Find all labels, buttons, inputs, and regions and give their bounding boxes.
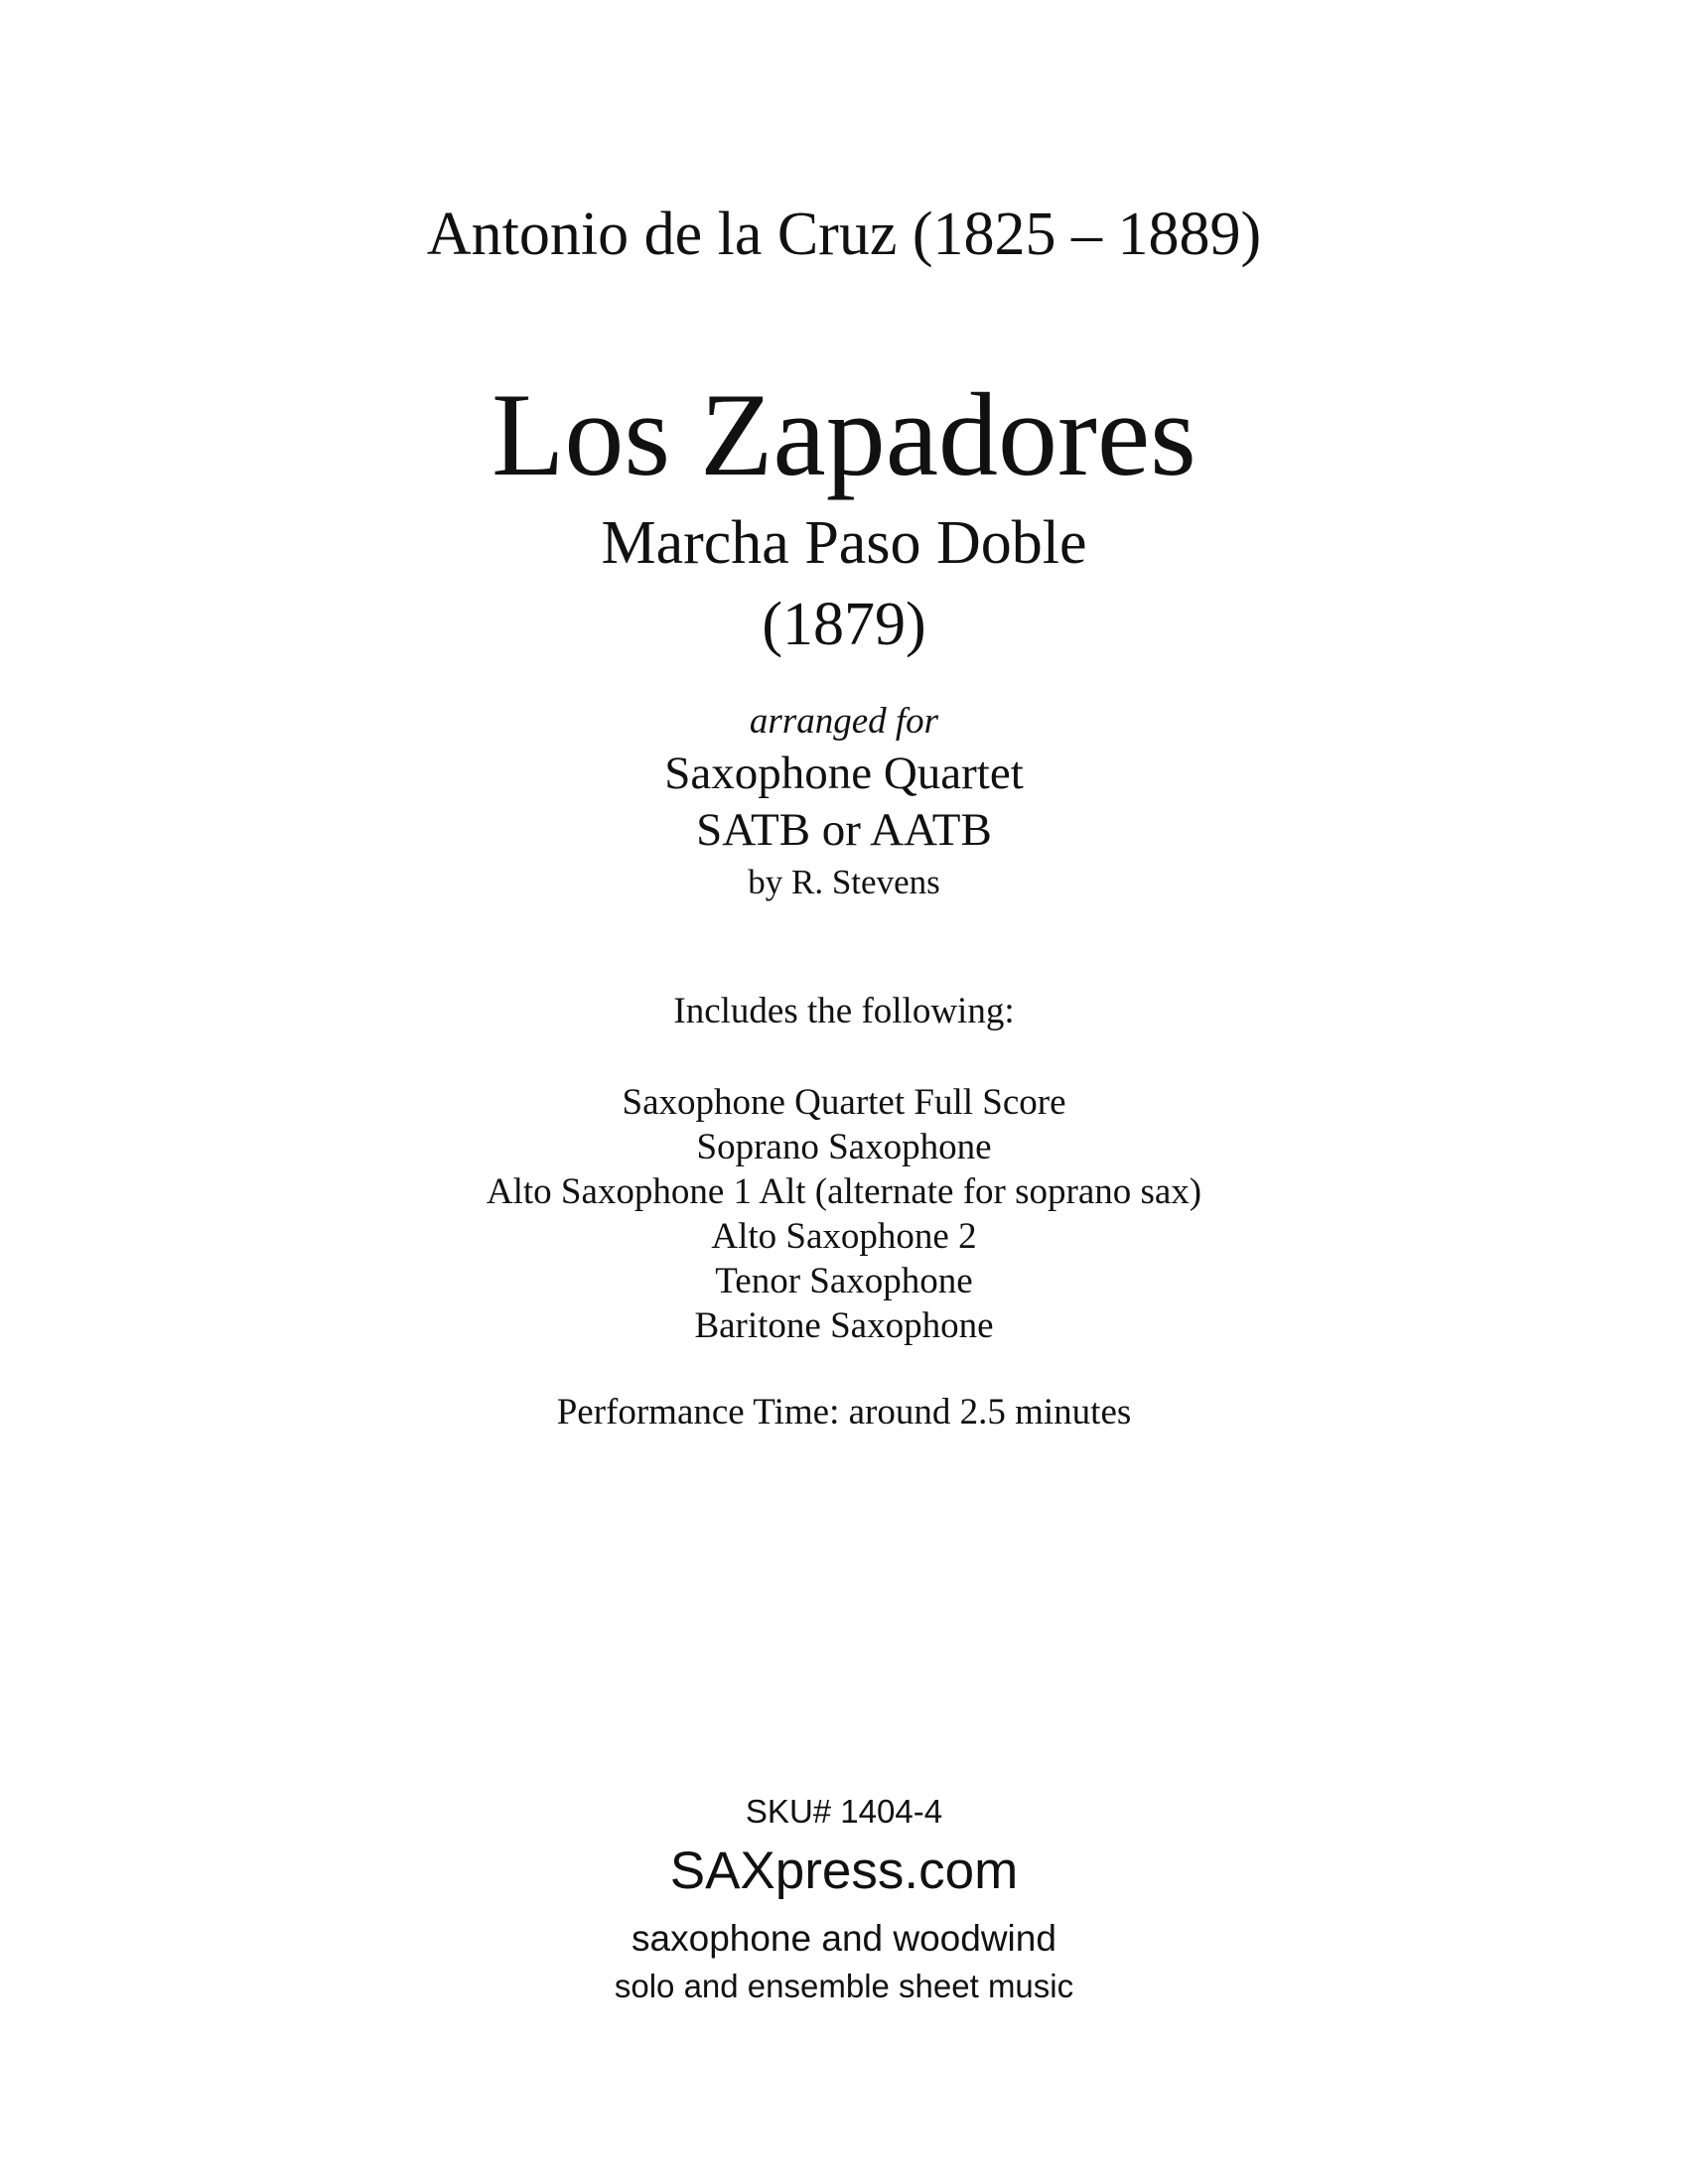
publisher-tagline-line1: saxophone and woodwind	[632, 1918, 1056, 1959]
composition-year: (1879)	[762, 591, 926, 658]
parts-list	[0, 1080, 1688, 1348]
part-item: Soprano Saxophone	[696, 1127, 992, 1167]
part-item: Tenor Saxophone	[715, 1261, 973, 1301]
arranger-credit: by R. Stevens	[748, 863, 940, 901]
part-item: Alto Saxophone 1 Alt (alternate for soprano sax)	[486, 1171, 1202, 1212]
ensemble-name: Saxophone Quartet	[664, 748, 1024, 799]
includes-heading: Includes the following:	[673, 991, 1015, 1031]
piece-title: Los Zapadores	[492, 368, 1196, 500]
composer-line: Antonio de la Cruz (1825 – 1889)	[426, 201, 1262, 268]
piece-subtitle: Marcha Paso Doble	[601, 509, 1087, 577]
publisher-name: SAXpress.com	[669, 1842, 1019, 1900]
voicing: SATB or AATB	[696, 804, 992, 856]
part-item: Baritone Saxophone	[694, 1305, 994, 1346]
performance-time: Performance Time: around 2.5 minutes	[556, 1392, 1132, 1433]
arranged-for-label: arranged for	[749, 701, 939, 742]
publisher-tagline-line2: solo and ensemble sheet music	[614, 1968, 1074, 2004]
part-item: Alto Saxophone 2	[711, 1216, 977, 1257]
sku-number: SKU# 1404-4	[745, 1793, 943, 1830]
part-item: Saxophone Quartet Full Score	[622, 1082, 1066, 1123]
